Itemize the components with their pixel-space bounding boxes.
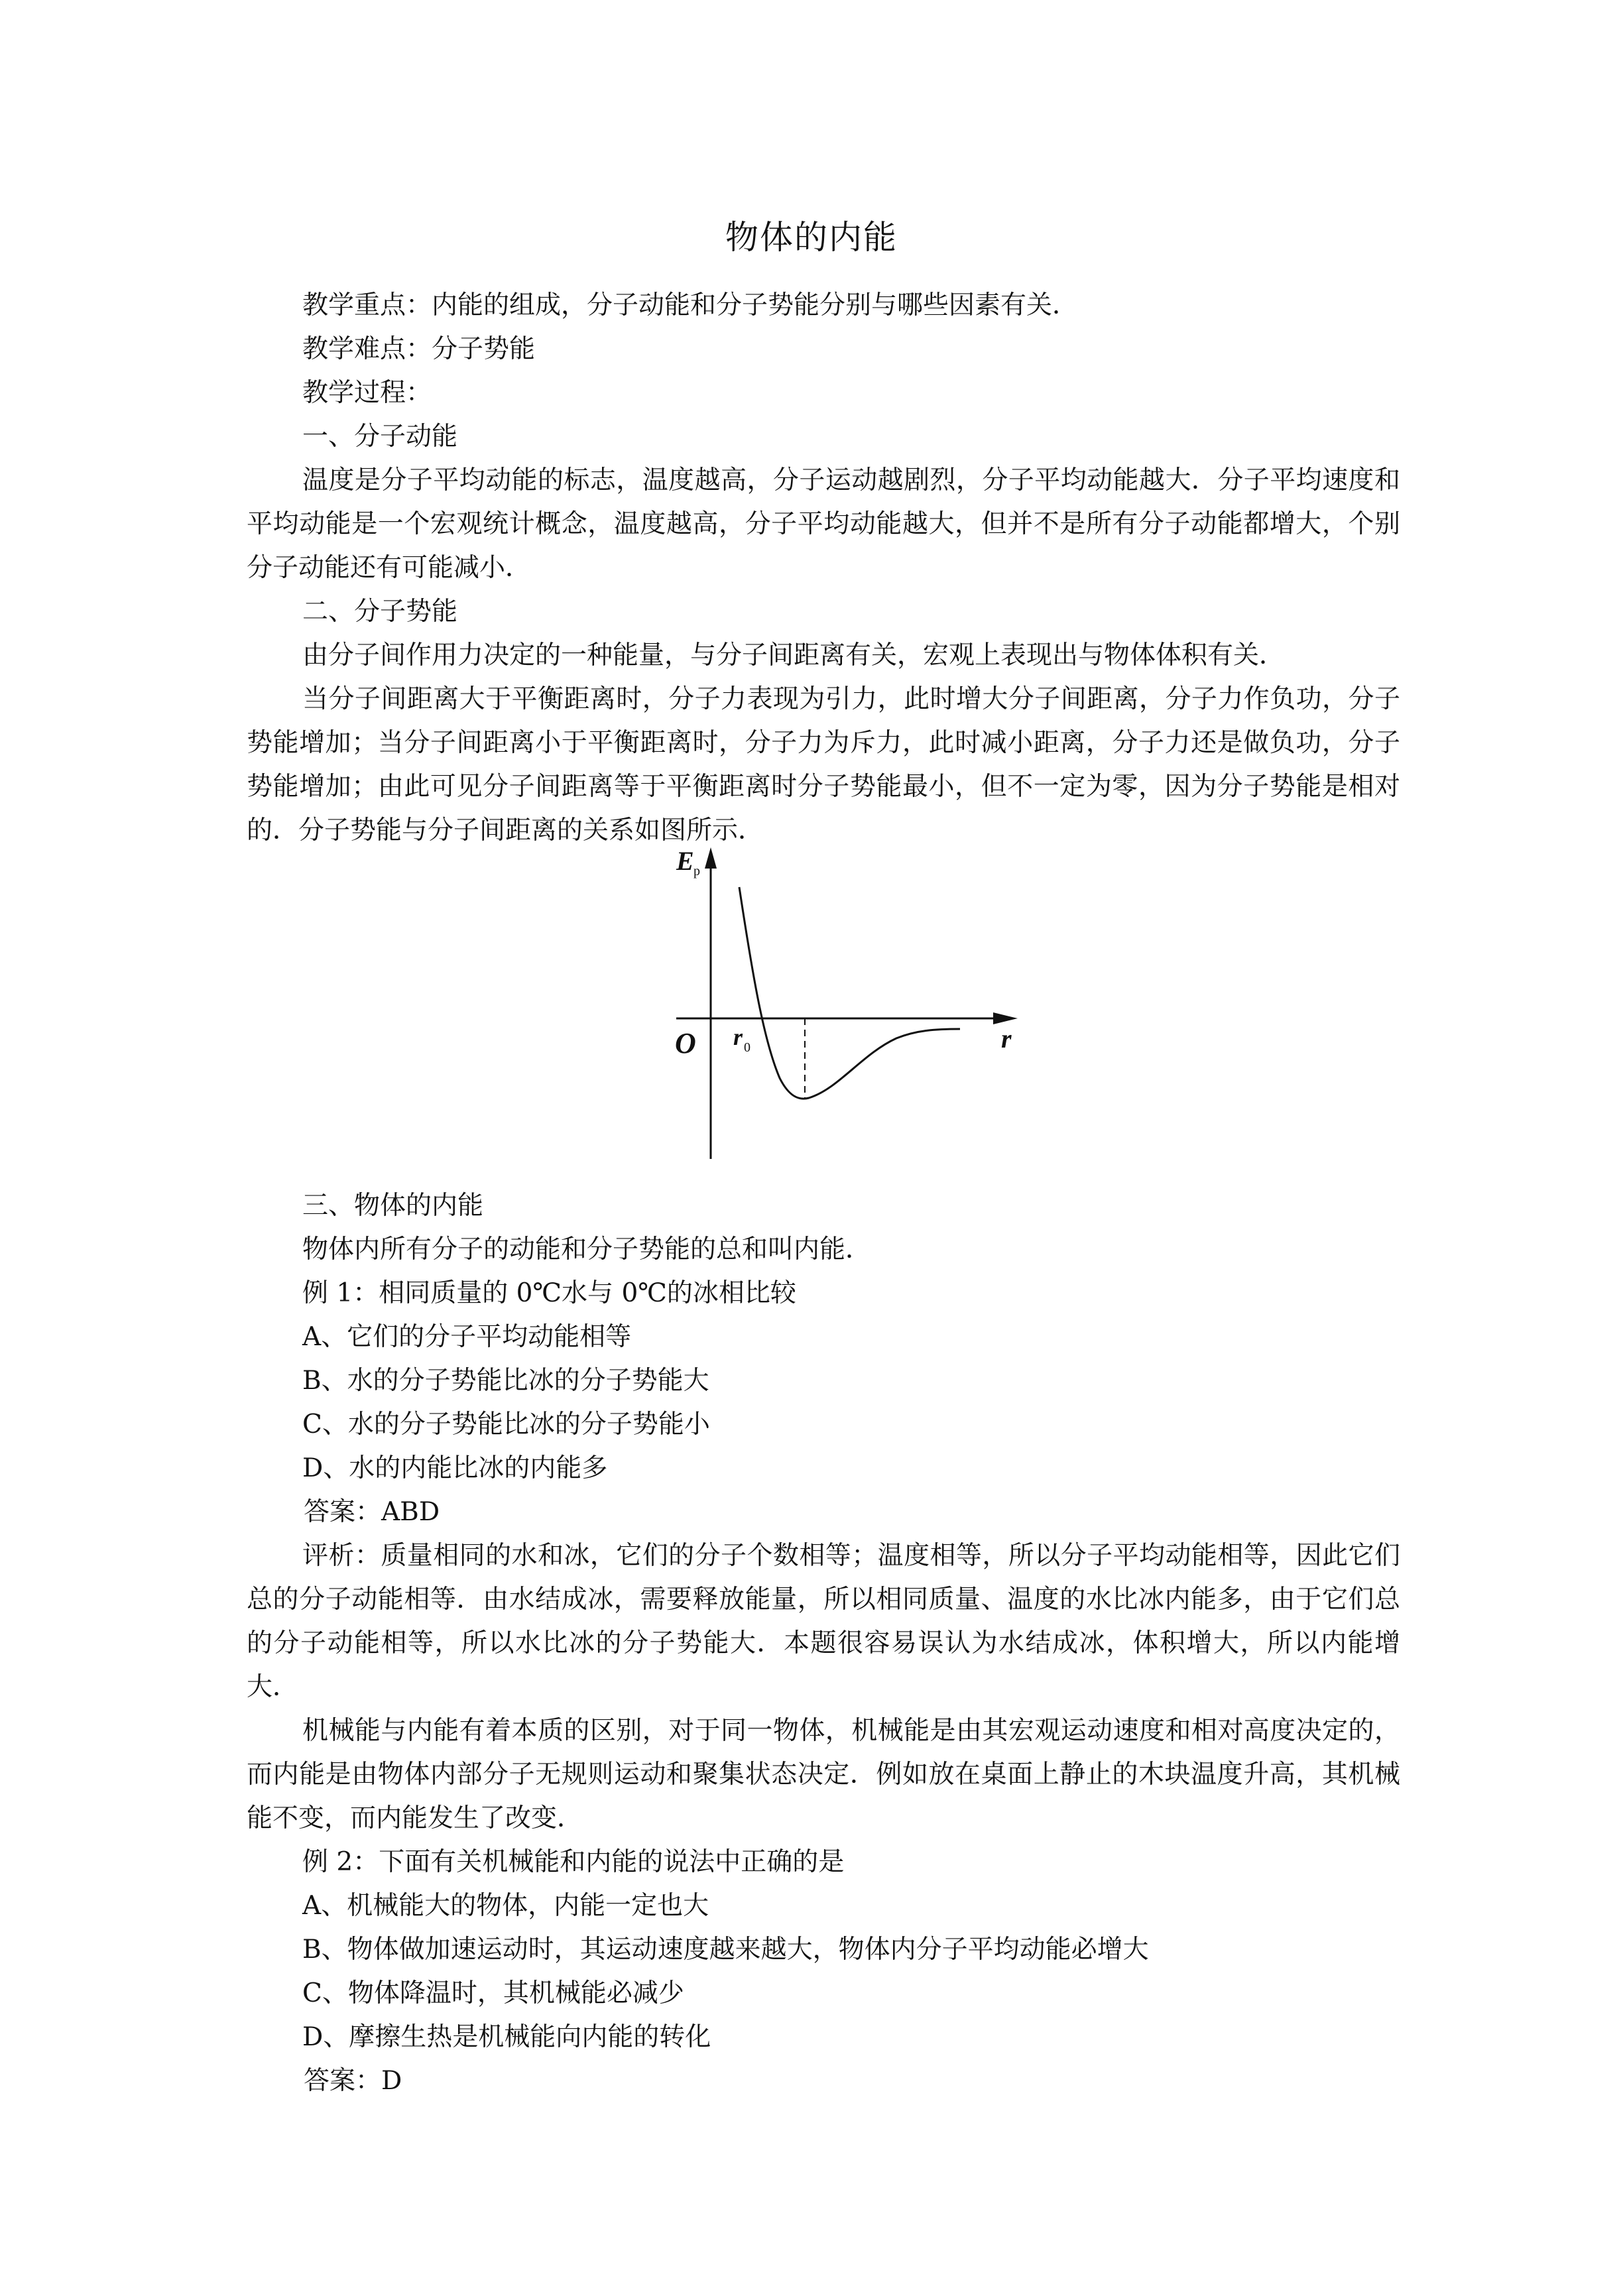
potential-energy-svg	[650, 842, 1034, 1174]
x-axis-arrow-icon	[993, 1012, 1018, 1024]
section-heading-potential: 二、分子势能	[302, 597, 458, 627]
example-2-answer: 答案：D	[304, 2066, 402, 2096]
paragraph-potential-explanation: 当分子间距离大于平衡距离时，分子力表现为引力，此时增大分子间距离，分子力作负功，分子势能增加；当分子间距离小于平衡距离时，分子力为斥力，此时减小距离，分子力还是做负功，分子势能增加；由此可见分子间距离等于平衡距离时分子势能最小，但不一定为零，因为分子势能是相对的．分子势能与分子间距离的关系如图所示．	[247, 684, 1400, 845]
example-2-option-b: B、物体做加速运动时，其运动速度越来越大，物体内分子平均动能必增大	[302, 1935, 1149, 1964]
example-1-option-d: D、水的内能比冰的内能多	[302, 1453, 608, 1483]
example-2-question: 例 2：下面有关机械能和内能的说法中正确的是	[302, 1847, 845, 1877]
potential-energy-curve	[739, 887, 960, 1099]
x-axis-label: r	[1001, 1024, 1012, 1054]
paragraph-mechanical-vs-internal: 机械能与内能有着本质的区别，对于同一物体，机械能是由其宏观运动速度和相对高度决定的，而内能是由物体内部分子无规则运动和聚集状态决定．例如放在桌面上静止的木块温度升高，其机械能不变，而内能发生了改变．	[247, 1716, 1400, 1833]
example-1-answer: 答案：ABD	[304, 1497, 440, 1527]
teaching-difficulty: 教学难点：分子势能	[302, 334, 536, 364]
example-2-option-d: D、摩擦生热是机械能向内能的转化	[302, 2022, 711, 2052]
example-1-question: 例 1：相同质量的 0℃水与 0℃的冰相比较	[302, 1278, 796, 1308]
section-heading-kinetic: 一、分子动能	[302, 422, 458, 452]
potential-energy-graph	[650, 842, 1034, 1174]
page-title: 物体的内能	[725, 218, 898, 257]
example-1-analysis: 评析：质量相同的水和冰，它们的分子个数相等；温度相等，所以分子平均动能相等，因此它们总的分子动能相等．由水结成冰，需要释放能量，所以相同质量、温度的水比冰内能多，由于它们总的分子动能相等，所以水比冰的分子势能大．本题很容易误认为水结成冰，体积增大，所以内能增大．	[247, 1541, 1400, 1702]
y-axis-label: E	[676, 846, 694, 876]
origin-label: O	[675, 1027, 696, 1059]
r0-label: r	[733, 1024, 743, 1050]
paragraph-internal-energy: 物体内所有分子的动能和分子势能的总和叫内能．	[302, 1235, 872, 1264]
example-2-option-a: A、机械能大的物体，内能一定也大	[302, 1891, 709, 1921]
example-1-option-a: A、它们的分子平均动能相等	[302, 1322, 632, 1352]
example-2-option-c: C、物体降温时，其机械能必减少	[302, 1978, 684, 2008]
example-1-option-c: C、水的分子势能比冰的分子势能小	[302, 1410, 710, 1439]
y-axis-label-sub: p	[693, 864, 700, 878]
teaching-focus: 教学重点：内能的组成，分子动能和分子势能分别与哪些因素有关．	[302, 290, 1079, 320]
paragraph-kinetic: 温度是分子平均动能的标志，温度越高，分子运动越剧烈，分子平均动能越大．分子平均速度和平均动能是一个宏观统计概念，温度越高，分子平均动能越大，但并不是所有分子动能都增大，个别分子动能还有可能减小．	[247, 465, 1400, 583]
y-axis-arrow-icon	[705, 847, 717, 869]
paragraph-potential-definition: 由分子间作用力决定的一种能量，与分子间距离有关，宏观上表现出与物体体积有关．	[302, 640, 1286, 670]
r0-label-sub: 0	[744, 1040, 751, 1055]
teaching-process: 教学过程：	[302, 378, 432, 408]
example-1-option-b: B、水的分子势能比冰的分子势能大	[302, 1366, 709, 1396]
section-heading-internal-energy: 三、物体的内能	[302, 1191, 484, 1221]
